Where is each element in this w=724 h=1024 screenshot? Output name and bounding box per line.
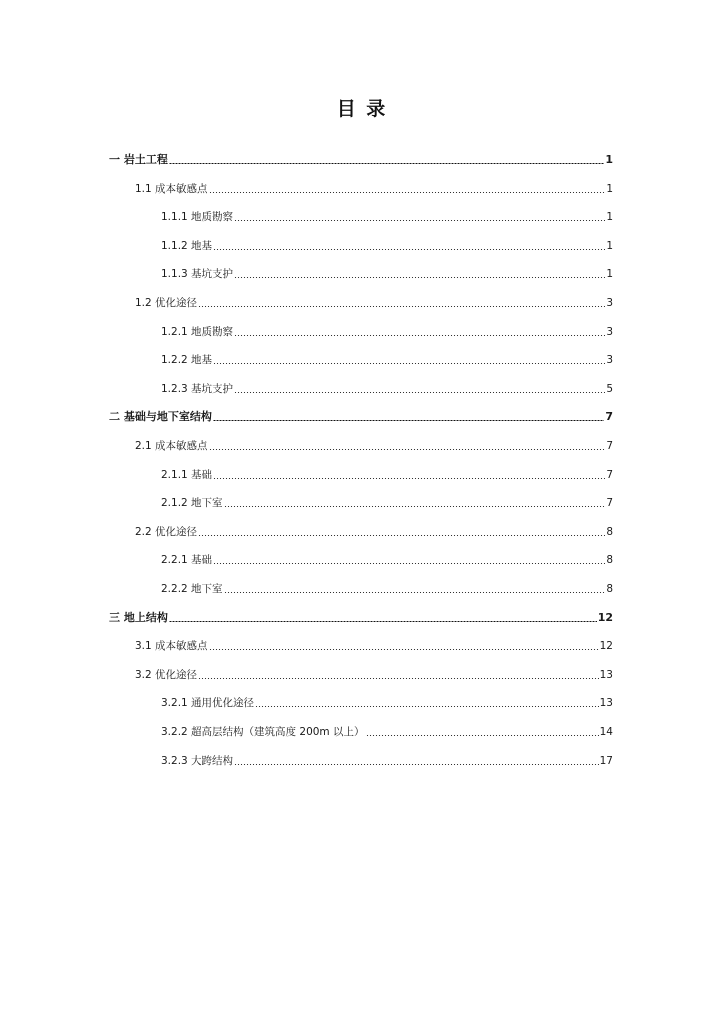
toc-dot-leader [213, 363, 605, 364]
toc-dot-leader [198, 678, 599, 679]
toc-entry-page-number: 1 [606, 239, 613, 252]
toc-entry-page-number: 8 [606, 583, 613, 595]
toc-dot-leader [209, 192, 606, 193]
toc-dot-leader [366, 735, 599, 736]
toc-dot-leader [198, 535, 605, 536]
toc-entry-page-number: 14 [599, 726, 613, 738]
toc-entry-title: 3.2 优化途径 [135, 668, 198, 681]
toc-dot-leader [213, 563, 605, 564]
toc-entry-page-number: 8 [606, 554, 613, 567]
toc-entry[interactable] [135, 179, 613, 199]
toc-dot-leader [169, 163, 605, 164]
toc-entry-title: 1.2.2 地基 [161, 354, 213, 367]
toc-entry-page-number: 17 [599, 754, 613, 767]
toc-dot-leader [224, 592, 606, 593]
toc-entry[interactable] [161, 350, 613, 370]
toc-dot-leader [213, 420, 605, 421]
toc-dot-leader [234, 277, 605, 278]
toc-entry[interactable] [161, 550, 613, 570]
toc-entry-title: 2.1 成本敏感点 [135, 440, 208, 452]
toc-entry[interactable] [161, 722, 613, 742]
toc-entry-title: 3.1 成本敏感点 [135, 640, 208, 653]
toc-dot-leader [213, 249, 605, 250]
toc-entry-title: 1.2.3 基坑支护 [161, 382, 234, 395]
toc-dot-leader [234, 764, 599, 765]
toc-entry[interactable] [161, 693, 613, 713]
toc-entry-title: 2.2 优化途径 [135, 525, 198, 538]
toc-entry[interactable] [135, 293, 613, 313]
toc-entry[interactable] [161, 322, 613, 342]
toc-entry-page-number: 7 [606, 497, 613, 510]
toc-entry[interactable] [109, 608, 613, 628]
toc-entry-page-number: 1 [606, 268, 613, 281]
toc-entry-title: 2.1.2 地下室 [161, 497, 223, 510]
toc-entry-title: 1.2 优化途径 [135, 297, 198, 309]
toc-entry[interactable] [135, 665, 613, 685]
toc-dot-leader [213, 478, 605, 479]
toc-entry-page-number: 12 [599, 640, 613, 653]
toc-entry-page-number: 1 [605, 153, 613, 166]
toc-entry-page-number: 7 [605, 410, 613, 424]
toc-entry-page-number: 7 [606, 468, 613, 481]
toc-dot-leader [255, 706, 599, 707]
toc-entry-page-number: 1 [606, 182, 613, 195]
toc-entry-page-number: 3 [606, 297, 613, 309]
toc-entry[interactable] [161, 207, 613, 227]
toc-entry-page-number: 1 [606, 211, 613, 224]
toc-dot-leader [169, 621, 597, 622]
toc-entry-title: 2.2.1 基础 [161, 554, 213, 567]
toc-entry-page-number: 13 [599, 668, 613, 681]
toc-entry-title: 1.1.2 地基 [161, 239, 213, 252]
toc-dot-leader [234, 335, 605, 336]
page-title: 目 录 [336, 98, 388, 120]
toc-entry[interactable] [161, 465, 613, 485]
toc-entry-title: 二 基础与地下室结构 [109, 410, 212, 424]
toc-dot-leader [209, 449, 606, 450]
toc-entry-title: 三 地上结构 [109, 610, 168, 624]
toc-entry-page-number: 3 [606, 354, 613, 367]
toc-entry[interactable] [109, 150, 613, 170]
toc-entry-title: 2.1.1 基础 [161, 468, 213, 481]
toc-dot-leader [224, 506, 606, 507]
toc-entry-title: 3.2.3 大跨结构 [161, 754, 234, 767]
toc-entry-page-number: 13 [599, 697, 613, 710]
toc-entry-page-number: 3 [606, 325, 613, 338]
toc-entry[interactable] [161, 379, 613, 399]
toc-entry-title: 2.2.2 地下室 [161, 583, 223, 595]
toc-entry-title: 3.2.2 超高层结构（建筑高度 200m 以上） [161, 726, 365, 738]
toc-entry-title: 1.2.1 地质勘察 [161, 325, 234, 338]
toc-entry-title: 一 岩土工程 [109, 153, 168, 166]
toc-entry[interactable] [135, 436, 613, 456]
toc-entry[interactable] [161, 579, 613, 599]
toc-entry-title: 3.2.1 通用优化途径 [161, 697, 255, 710]
toc-entry[interactable] [161, 493, 613, 513]
toc-entry-page-number: 7 [606, 440, 613, 452]
toc-entry[interactable] [135, 636, 613, 656]
toc-entry-title: 1.1.3 基坑支护 [161, 268, 234, 281]
toc-entry-page-number: 8 [606, 525, 613, 538]
toc-dot-leader [234, 220, 605, 221]
toc-entry-page-number: 5 [606, 382, 613, 395]
toc-entry[interactable] [161, 751, 613, 771]
toc-dot-leader [234, 392, 605, 393]
toc-entry[interactable] [161, 264, 613, 284]
toc-entry[interactable] [161, 236, 613, 256]
toc-entry-title: 1.1.1 地质勘察 [161, 211, 234, 224]
toc-entry[interactable] [109, 407, 613, 427]
toc-entry[interactable] [135, 522, 613, 542]
toc-dot-leader [209, 649, 599, 650]
toc-dot-leader [198, 306, 605, 307]
toc-entry-page-number: 12 [597, 610, 613, 624]
toc-entry-title: 1.1 成本敏感点 [135, 182, 208, 195]
